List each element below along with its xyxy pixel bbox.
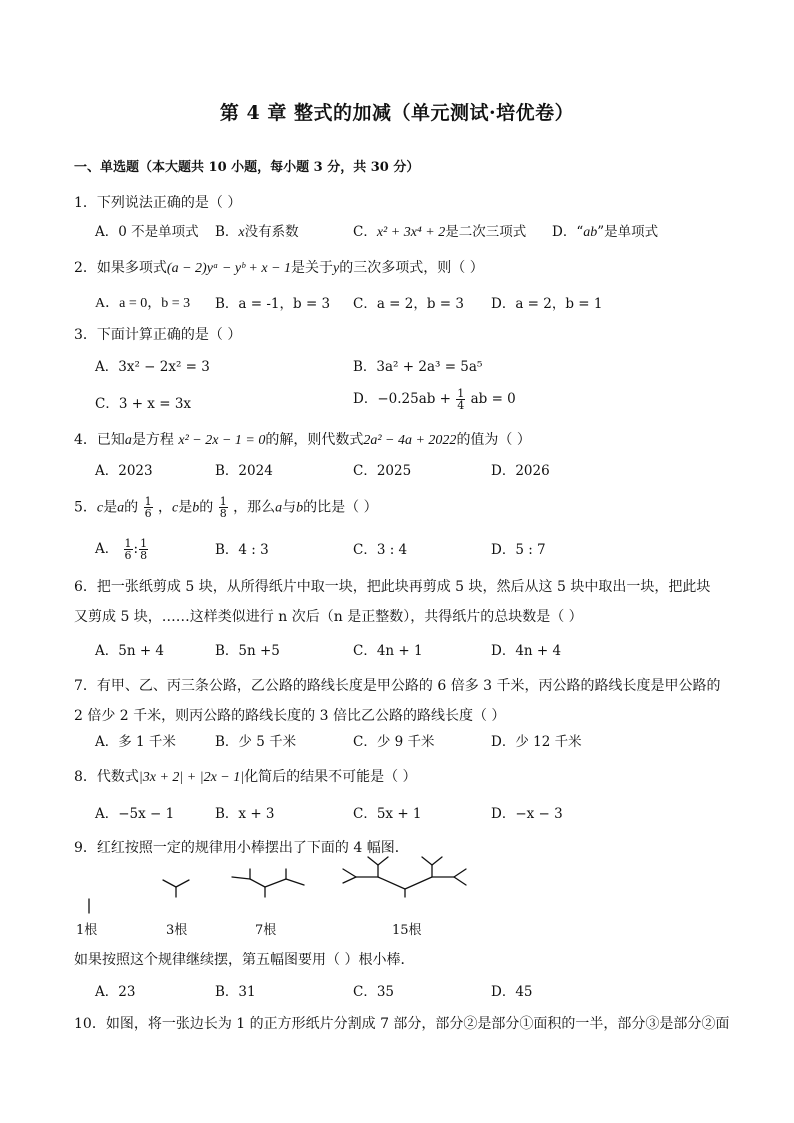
q7-option-c: C．少 9 千米 <box>353 734 435 750</box>
q8-option-c: C．5x + 1 <box>353 806 422 822</box>
q8-option-d: D．−x − 3 <box>491 806 563 822</box>
q4-option-d: D．2026 <box>491 463 550 479</box>
section-heading: 一、单选题（本大题共 10 小题，每小题 3 分，共 30 分） <box>74 160 420 175</box>
figure-4-label: 15根 <box>392 923 422 938</box>
q4-option-b: B．2024 <box>215 463 273 479</box>
question-5-stem: 5．c是a的 $\frac{1}{6}$ ，c是b的 $\frac{1}{8}$ ，那么a与b的比是（ ） <box>74 495 378 520</box>
stick-figure-3 <box>232 869 304 897</box>
q7-option-d: D．少 12 千米 <box>491 734 582 750</box>
q5-option-d: D．5 : 7 <box>491 542 546 558</box>
q5-option-a: A． $\frac{1}{6}$ : $\frac{1}{8}$ <box>95 537 148 562</box>
question-8-stem: 8．代数式|3x + 2| + |2x − 1|化简后的结果不可能是（ ） <box>74 769 417 785</box>
q6-option-d: D．4n + 4 <box>491 643 562 659</box>
question-2-stem: 2．如果多项式(a − 2)yᵃ − yᵇ + x − 1是关于y的三次多项式，则（ ） <box>74 260 484 276</box>
q5-option-b: B．4 : 3 <box>215 542 269 558</box>
fraction: $\frac{1}{4}$ <box>457 387 465 412</box>
fraction: $\frac{1}{8}$ <box>140 537 148 562</box>
question-6-stem: 6．把一张纸剪成 5 块，从所得纸片中取一块，把此块再剪成 5 块，然后从这 5 块中取出一块，把此块又剪成 5 块，……这样类似进行 n 次后（n 是正整数），共得纸片的总块数是（ ） <box>74 579 711 625</box>
q9-option-b: B．31 <box>215 984 256 1000</box>
question-9-stem: 9．红红按照一定的规律用小棒摆出了下面的 4 幅图． <box>74 840 409 856</box>
q2-option-c: C．a = 2，b = 3 <box>353 296 464 312</box>
q9-option-a: A．23 <box>95 984 136 1000</box>
question-1-stem: 1．下列说法正确的是（ ） <box>74 195 242 211</box>
page-title: 第 4 章 整式的加减（单元测试·培优卷） <box>219 102 575 124</box>
q3-option-b: B．3a² + 2a³ = 5a⁵ <box>353 359 483 375</box>
stick-figures <box>60 855 480 925</box>
stick-figure-4 <box>343 857 466 897</box>
q5-option-c: C．3 : 4 <box>353 542 408 558</box>
question-7-stem: 7．有甲、乙、丙三条公路，乙公路的路线长度是甲公路的 6 倍多 3 千米，丙公路的路线长度是甲公路的 2 倍少 2 千米，则丙公路的路线长度的 3 倍比乙公路的路线长度（ ） <box>74 678 721 724</box>
q4-option-c: C．2025 <box>353 463 412 479</box>
fraction: $\frac{1}{6}$ <box>144 495 152 520</box>
q6-option-b: B．5n +5 <box>215 643 280 659</box>
q6-option-a: A．5n + 4 <box>95 643 165 659</box>
q2-option-d: D．a = 2，b = 1 <box>491 296 603 312</box>
q8-option-b: B．x + 3 <box>215 806 275 822</box>
question-10-stem: 10．如图，将一张边长为 1 的正方形纸片分割成 7 部分，部分②是部分①面积的一半，部分③是部分②面 <box>74 1016 730 1032</box>
q1-option-d: D．“ab”是单项式 <box>552 224 659 240</box>
q6-option-c: C．4n + 1 <box>353 643 423 659</box>
figure-1-label: 1根 <box>76 923 98 938</box>
question-4-stem: 4．已知a是方程 x² − 2x − 1 = 0的解，则代数式2a² − 4a + 2022的值为（ ） <box>74 432 531 448</box>
q4-option-a: A．2023 <box>95 463 153 479</box>
q9-option-d: D．45 <box>491 984 533 1000</box>
q1-option-a: A．0 不是单项式 <box>95 224 199 240</box>
fraction: $\frac{1}{8}$ <box>219 495 227 520</box>
q2-option-a: A．a = 0，b = 3 <box>95 296 191 311</box>
q3-option-d: D．−0.25ab + $\frac{1}{4}$ ab = 0 <box>353 387 516 412</box>
q9-option-c: C．35 <box>353 984 395 1000</box>
question-9-follow: 如果按照这个规律继续摆，第五幅图要用（ ）根小棒． <box>74 952 415 968</box>
q1-option-c: C．x² + 3x⁴ + 2是二次三项式 <box>353 224 527 240</box>
q7-option-b: B．少 5 千米 <box>215 734 297 750</box>
stick-figure-2 <box>163 880 189 897</box>
q8-option-a: A．−5x − 1 <box>95 806 175 822</box>
q7-option-a: A．多 1 千米 <box>95 734 176 750</box>
fraction: $\frac{1}{6}$ <box>124 537 132 562</box>
q3-option-a: A．3x² − 2x² = 3 <box>95 359 210 375</box>
figure-3-label: 7根 <box>255 923 277 938</box>
q3-option-c: C．3 + x = 3x <box>95 396 192 412</box>
figure-2-label: 3根 <box>166 923 188 938</box>
q2-option-b: B．a = -1，b = 3 <box>215 296 331 312</box>
q1-option-b: B．x没有系数 <box>215 224 299 240</box>
question-3-stem: 3．下面计算正确的是（ ） <box>74 327 242 343</box>
